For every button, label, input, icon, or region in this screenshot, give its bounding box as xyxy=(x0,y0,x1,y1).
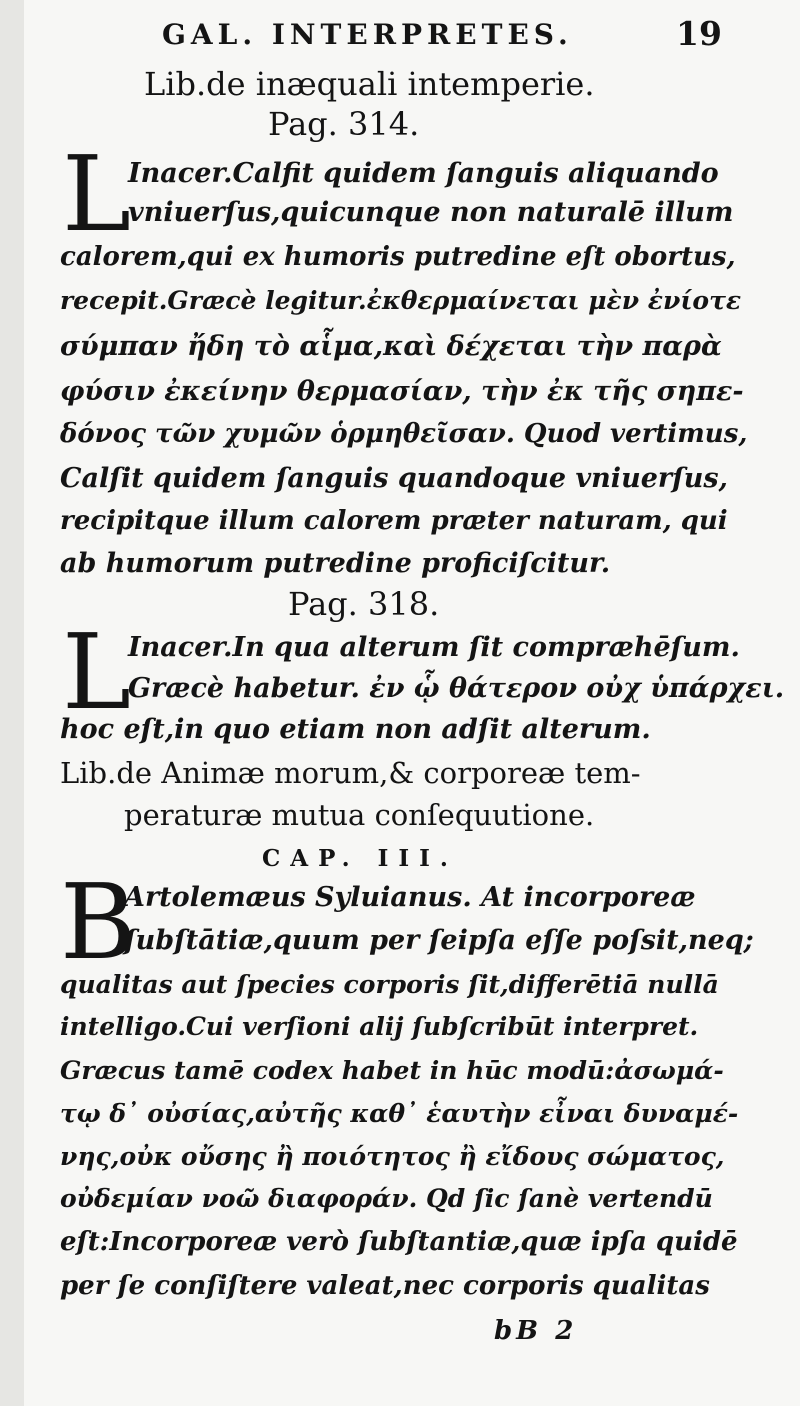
text-line: hoc eſt,in quo etiam non adſit alterum. xyxy=(60,714,651,745)
greek-line: δόνος τῶν χυμῶν ὁρμηθεῖσαν. Quod vertimus, xyxy=(60,419,748,449)
page-gutter xyxy=(0,0,24,1406)
drop-cap: L xyxy=(62,611,132,733)
text-line: recepit.Græcè legitur.ἐκθερμαίνεται μὲν ἐνίοτε xyxy=(60,286,742,315)
text-line: intelligo.Cui verſioni alij ſubſcribūt interpret. xyxy=(60,1012,699,1041)
greek-line: σύμπαν ἤδη τὸ αἷμα,καὶ δέχεται τὴν παρὰ xyxy=(60,331,722,362)
greek-line: φύσιν ἐκείνην θερμασίαν, τὴν ἐκ τῆς σηπε- xyxy=(60,376,744,407)
text-line: Calſit quidem ſanguis quandoque vniuerſus, xyxy=(60,463,728,494)
text-line: Inacer.In qua alterum ſit compræhēſum. xyxy=(128,632,740,663)
running-title: GAL. INTERPRETES. xyxy=(162,18,573,51)
text-line: calorem,qui ex humoris putredine eſt obortus, xyxy=(60,242,736,272)
page-number: 19 xyxy=(676,14,722,53)
text-line: Inacer.Calfit quidem ſanguis aliquando xyxy=(128,158,719,189)
section-title: Lib.de Animæ morum,& corporeæ tem- xyxy=(60,756,641,790)
signature-mark: bB 2 xyxy=(494,1316,578,1346)
section-title: peraturæ mutua conſequutione. xyxy=(124,798,595,832)
greek-line: οὐδεμίαν νοῶ διαφοράν. Qd ſic ſanè vertendū xyxy=(60,1184,713,1213)
greek-line: τῳ δ᾽ οὐσίας,αὐτῆς καθ᾽ ἑαυτὴν εἶναι δυναμέ- xyxy=(60,1099,739,1128)
text-line: vniuerſus,quicunque non naturalē illum xyxy=(128,197,734,228)
drop-cap: L xyxy=(62,133,132,255)
page-reference: Pag. 314. xyxy=(268,105,420,143)
text-line: per ſe conſiſtere valeat,nec corporis qualitas xyxy=(60,1271,710,1301)
page-reference: Pag. 318. xyxy=(288,585,440,623)
section-title: Lib.de inæquali intemperie. xyxy=(144,65,595,103)
text-line: Græcus tamē codex habet in hūc modū:ἀσωμά- xyxy=(60,1056,724,1085)
drop-cap: B xyxy=(60,861,137,983)
text-line: recipitque illum calorem præter naturam, qui xyxy=(60,506,728,536)
chapter-heading: CAP. III. xyxy=(262,845,458,872)
text-line: ſubſtātiæ,quum per ſeipſa eſſe poſsit,neq; xyxy=(124,925,754,956)
text-line: qualitas aut ſpecies corporis ſit,differētiā nullā xyxy=(60,970,719,999)
text-line: ab humorum putredine proficiſcitur. xyxy=(60,548,611,579)
text-line: Græcè habetur. ἐν ᾧ θάτερον οὐχ ὑπάρχει. xyxy=(128,673,785,704)
text-line: Artolemæus Syluianus. At incorporeæ xyxy=(124,882,696,913)
text-line: eſt:Incorporeæ verò ſubſtantiæ,quæ ipſa quidē xyxy=(60,1227,738,1257)
greek-line: νης,οὐκ οὔσης ἢ ποιότητος ἢ εἴδους σώματος, xyxy=(60,1142,725,1171)
